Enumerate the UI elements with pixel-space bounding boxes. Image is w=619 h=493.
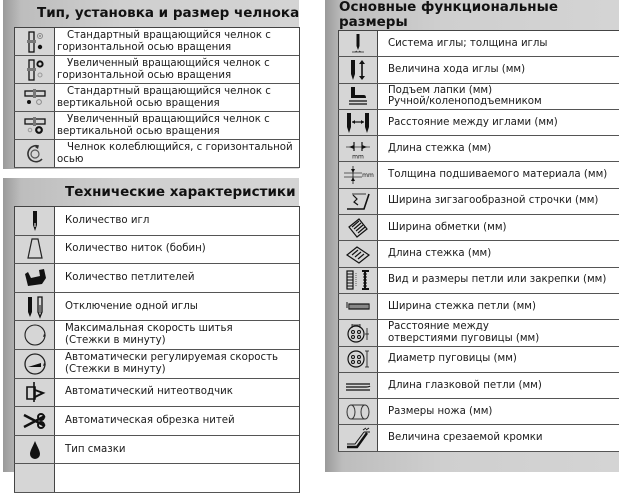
table-row bbox=[338, 320, 619, 346]
zigzag-width-icon bbox=[344, 190, 372, 212]
row-text: Величина хода иглы (мм) bbox=[388, 63, 526, 75]
row-text: Автоматическая обрезка нитей bbox=[65, 414, 235, 426]
icon-label: mm bbox=[362, 172, 374, 180]
row-text: Ширина стежка петли (мм) bbox=[388, 300, 536, 312]
functional-dimensions-panel bbox=[325, 0, 619, 472]
row-text: Длина стежка (мм) bbox=[388, 248, 492, 260]
table-row bbox=[338, 241, 619, 267]
table-row bbox=[14, 436, 299, 465]
row-text: Стандартный вращающийся челнок с горизонтальной осью вращения bbox=[57, 29, 271, 53]
row-text: Количество петлителей bbox=[65, 271, 195, 283]
table-row bbox=[14, 84, 299, 112]
row-text: Количество ниток (бобин) bbox=[65, 243, 206, 255]
needle-system-icon bbox=[347, 33, 369, 55]
row-text: Ширина зигзагообразной строчки (мм) bbox=[388, 195, 599, 207]
table-row bbox=[14, 56, 299, 84]
auto-speed-icon bbox=[21, 352, 49, 376]
table-row bbox=[338, 57, 619, 83]
table-row bbox=[14, 236, 299, 265]
row-text: Расстояние между иглами (мм) bbox=[388, 116, 558, 128]
material-thickness-icon bbox=[342, 164, 374, 186]
needle-stroke-icon bbox=[346, 59, 370, 81]
needle-distance-icon bbox=[344, 112, 372, 134]
panel-title: Технические характеристики bbox=[65, 184, 296, 200]
knife-size-icon bbox=[343, 401, 373, 423]
thread-cone-icon bbox=[23, 237, 47, 261]
table-row bbox=[338, 347, 619, 373]
standard-rotary-hook-vertical-icon bbox=[23, 86, 47, 110]
table-row bbox=[338, 268, 619, 294]
technical-specs-table bbox=[14, 206, 300, 493]
panel-title: Тип, установка и размер челнока bbox=[37, 5, 300, 21]
row-text: Ширина обметки (мм) bbox=[388, 221, 507, 233]
row-text: Система иглы; толщина иглы bbox=[388, 37, 548, 49]
table-row bbox=[338, 31, 619, 57]
row-text: Челнок колеблющийся, с горизонтальной осью bbox=[57, 141, 293, 165]
table-row bbox=[338, 162, 619, 188]
row-text: Вид и размеры петли или закрепки (мм) bbox=[388, 274, 607, 286]
row-text: Длина глазковой петли (мм) bbox=[388, 379, 542, 391]
row-text: Толщина подшиваемого материала (мм) bbox=[388, 169, 608, 181]
row-text: Автоматически регулируемая скорость (Стежки в минуту) bbox=[65, 351, 279, 375]
row-text: Величина срезаемой кромки bbox=[388, 432, 543, 444]
buttonhole-bartack-icon bbox=[344, 269, 372, 291]
table-row bbox=[14, 207, 299, 236]
table-row bbox=[338, 84, 619, 110]
table-row bbox=[338, 425, 619, 451]
presser-foot-lift-icon bbox=[346, 85, 370, 107]
row-text: Размеры ножа (мм) bbox=[388, 405, 493, 417]
oscillating-hook-icon bbox=[23, 142, 47, 166]
standard-rotary-hook-horizontal-icon bbox=[23, 30, 47, 54]
button-hole-distance-icon bbox=[344, 322, 372, 344]
row-text: Стандартный вращающийся челнок с вертикальной осью вращения bbox=[57, 85, 271, 109]
technical-specs-panel bbox=[3, 178, 299, 472]
table-row bbox=[14, 140, 299, 168]
table-row bbox=[14, 293, 299, 322]
table-row bbox=[14, 112, 299, 140]
row-text: Максимальная скорость шитья (Стежки в минуту) bbox=[65, 323, 233, 347]
thread-wiper-icon bbox=[22, 380, 48, 404]
table-row bbox=[338, 373, 619, 399]
table-row bbox=[338, 294, 619, 320]
max-speed-icon bbox=[21, 323, 49, 347]
functional-dimensions-table bbox=[338, 30, 619, 452]
table-row bbox=[14, 350, 299, 379]
row-text: Подъем лапки (мм) Ручной/коленоподъемником bbox=[388, 84, 542, 108]
overlock-stitch-length-icon bbox=[344, 243, 372, 265]
oil-drop-icon bbox=[23, 438, 47, 462]
table-row bbox=[338, 110, 619, 136]
row-text: Автоматический нитеотводчик bbox=[65, 386, 233, 398]
buttonhole-stitch-width-icon bbox=[344, 296, 372, 318]
edge-trim-icon bbox=[344, 427, 372, 449]
large-rotary-hook-vertical-icon bbox=[23, 114, 47, 138]
hook-type-table bbox=[14, 27, 300, 168]
hook-type-panel bbox=[3, 0, 299, 169]
scissors-icon bbox=[21, 409, 49, 433]
large-rotary-hook-horizontal-icon bbox=[23, 58, 47, 82]
table-row bbox=[14, 264, 299, 293]
overlock-width-icon bbox=[345, 217, 371, 239]
table-row bbox=[14, 321, 299, 350]
table-row bbox=[14, 28, 299, 56]
table-row bbox=[14, 407, 299, 436]
row-text: Тип смазки bbox=[65, 443, 126, 455]
row-text: Расстояние между отверстиями пуговицы (мм) bbox=[388, 321, 540, 344]
icon-label: mm bbox=[352, 153, 364, 160]
table-row bbox=[14, 464, 299, 493]
row-text: Отключение одной иглы bbox=[65, 300, 198, 312]
needle-disengage-icon bbox=[22, 295, 48, 319]
table-row bbox=[338, 215, 619, 241]
table-row bbox=[338, 136, 619, 162]
row-text: Увеличенный вращающийся челнок с вертикальной осью вращения bbox=[57, 113, 270, 137]
row-text: Увеличенный вращающийся челнок с горизонтальной осью вращения bbox=[57, 57, 270, 81]
panel-title: Основные функциональные размеры bbox=[339, 0, 558, 30]
looper-icon bbox=[22, 266, 48, 290]
stitch-length-icon bbox=[344, 138, 372, 160]
table-row bbox=[338, 189, 619, 215]
eyelet-buttonhole-length-icon bbox=[343, 375, 373, 397]
table-row bbox=[14, 379, 299, 408]
button-diameter-icon bbox=[344, 348, 372, 370]
row-text: Количество игл bbox=[65, 214, 150, 226]
row-text: Диаметр пуговицы (мм) bbox=[388, 353, 517, 365]
table-row bbox=[338, 399, 619, 425]
row-text: Длина стежка (мм) bbox=[388, 142, 492, 154]
needle-icon bbox=[23, 209, 47, 233]
